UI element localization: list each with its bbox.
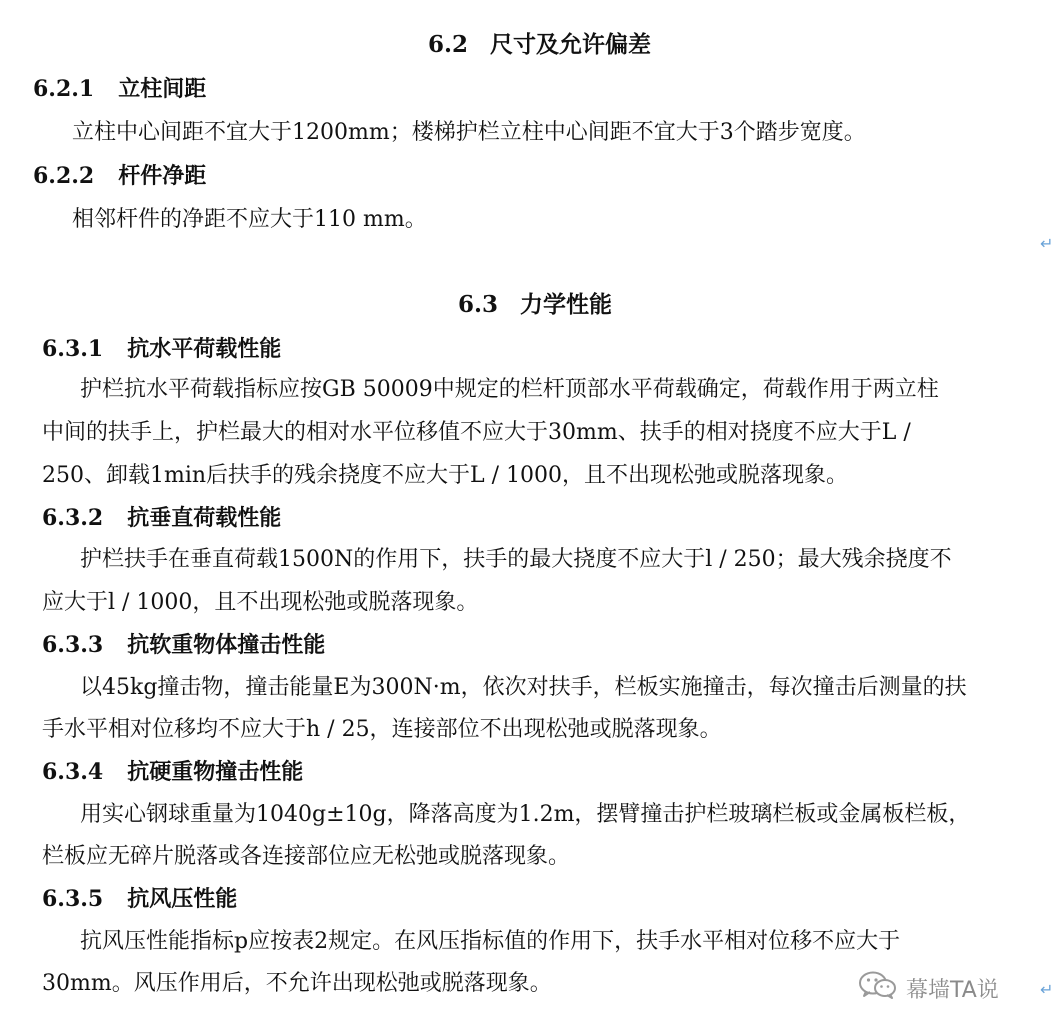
- clause-number: 6.3.3: [42, 632, 104, 658]
- clause-6-3-1-heading: [42, 334, 281, 364]
- section-number: 6.2: [428, 31, 469, 58]
- paragraph-mark: ↵: [1040, 980, 1054, 999]
- clause-6-3-4-heading: [42, 757, 303, 787]
- clause-6-3-1-line-1: 护栏抗水平荷载指标应按GB 50009中规定的栏杆顶部水平荷载确定，荷载作用于两立柱: [80, 377, 939, 402]
- paragraph-mark: ↵: [1040, 234, 1054, 253]
- clause-6-3-1-line-3: 250、卸载1min后扶手的残余挠度不应大于L / 1000，且不出现松弛或脱落现象。: [42, 463, 849, 488]
- clause-6-3-3-heading: [42, 630, 325, 660]
- clause-number: 6.3.1: [42, 336, 104, 362]
- section-title: 尺寸及允许偏差: [490, 31, 652, 58]
- clause-number: 6.2.2: [33, 163, 95, 189]
- clause-6-3-1-line-2: 中间的扶手上，护栏最大的相对水平位移值不应大于30mm、扶手的相对挠度不应大于L /: [42, 420, 911, 445]
- wechat-icon: [858, 970, 906, 1006]
- clause-6-3-5-line-1: 抗风压性能指标p应按表2规定。在风压指标值的作用下，扶手水平相对位移不应大于: [80, 929, 901, 954]
- clause-6-2-2-heading: [33, 161, 206, 191]
- section-title: 力学性能: [520, 291, 613, 318]
- clause-title: 杆件净距: [118, 163, 207, 189]
- clause-6-3-2-line-2: 应大于l / 1000，且不出现松弛或脱落现象。: [42, 590, 479, 615]
- watermark: [858, 970, 999, 1006]
- clause-number: 6.2.1: [33, 76, 95, 102]
- watermark-text: 幕墙TA说: [906, 977, 999, 1003]
- clause-title: 抗硬重物撞击性能: [127, 759, 304, 785]
- clause-title: 抗垂直荷载性能: [127, 505, 282, 531]
- section-6-3-heading: [458, 290, 612, 320]
- clause-6-3-2-heading: [42, 503, 281, 533]
- clause-6-3-5-line-2: 30mm。风压作用后，不允许出现松弛或脱落现象。: [42, 971, 552, 996]
- clause-title: 抗水平荷载性能: [127, 336, 282, 362]
- clause-6-2-2-text: 相邻杆件的净距不应大于110 mm。: [72, 207, 427, 232]
- clause-title: 抗风压性能: [127, 886, 238, 912]
- clause-number: 6.3.5: [42, 886, 104, 912]
- clause-number: 6.3.4: [42, 759, 104, 785]
- clause-6-3-5-heading: [42, 884, 237, 914]
- clause-6-2-1-text: 立柱中心间距不宜大于1200mm；楼梯护栏立柱中心间距不宜大于3个踏步宽度。: [72, 120, 866, 145]
- clause-6-3-4-line-1: 用实心钢球重量为1040g±10g，降落高度为1.2m，摆臂撞击护栏玻璃栏板或金属板栏板，: [80, 802, 971, 827]
- clause-6-3-2-line-1: 护栏扶手在垂直荷载1500N的作用下，扶手的最大挠度不应大于l / 250；最大残余挠度不: [80, 547, 952, 572]
- clause-6-2-1-heading: [33, 74, 206, 104]
- clause-6-3-3-line-1: 以45kg撞击物，撞击能量E为300N·m，依次对扶手，栏板实施撞击，每次撞击后测量的扶: [80, 675, 967, 700]
- clause-6-3-3-line-2: 手水平相对位移均不应大于h / 25，连接部位不出现松弛或脱落现象。: [42, 717, 722, 742]
- clause-title: 抗软重物体撞击性能: [127, 632, 326, 658]
- section-6-2-heading: [428, 30, 651, 60]
- clause-number: 6.3.2: [42, 505, 104, 531]
- clause-6-3-4-line-2: 栏板应无碎片脱落或各连接部位应无松弛或脱落现象。: [42, 844, 571, 869]
- clause-title: 立柱间距: [118, 76, 207, 102]
- section-number: 6.3: [458, 291, 499, 318]
